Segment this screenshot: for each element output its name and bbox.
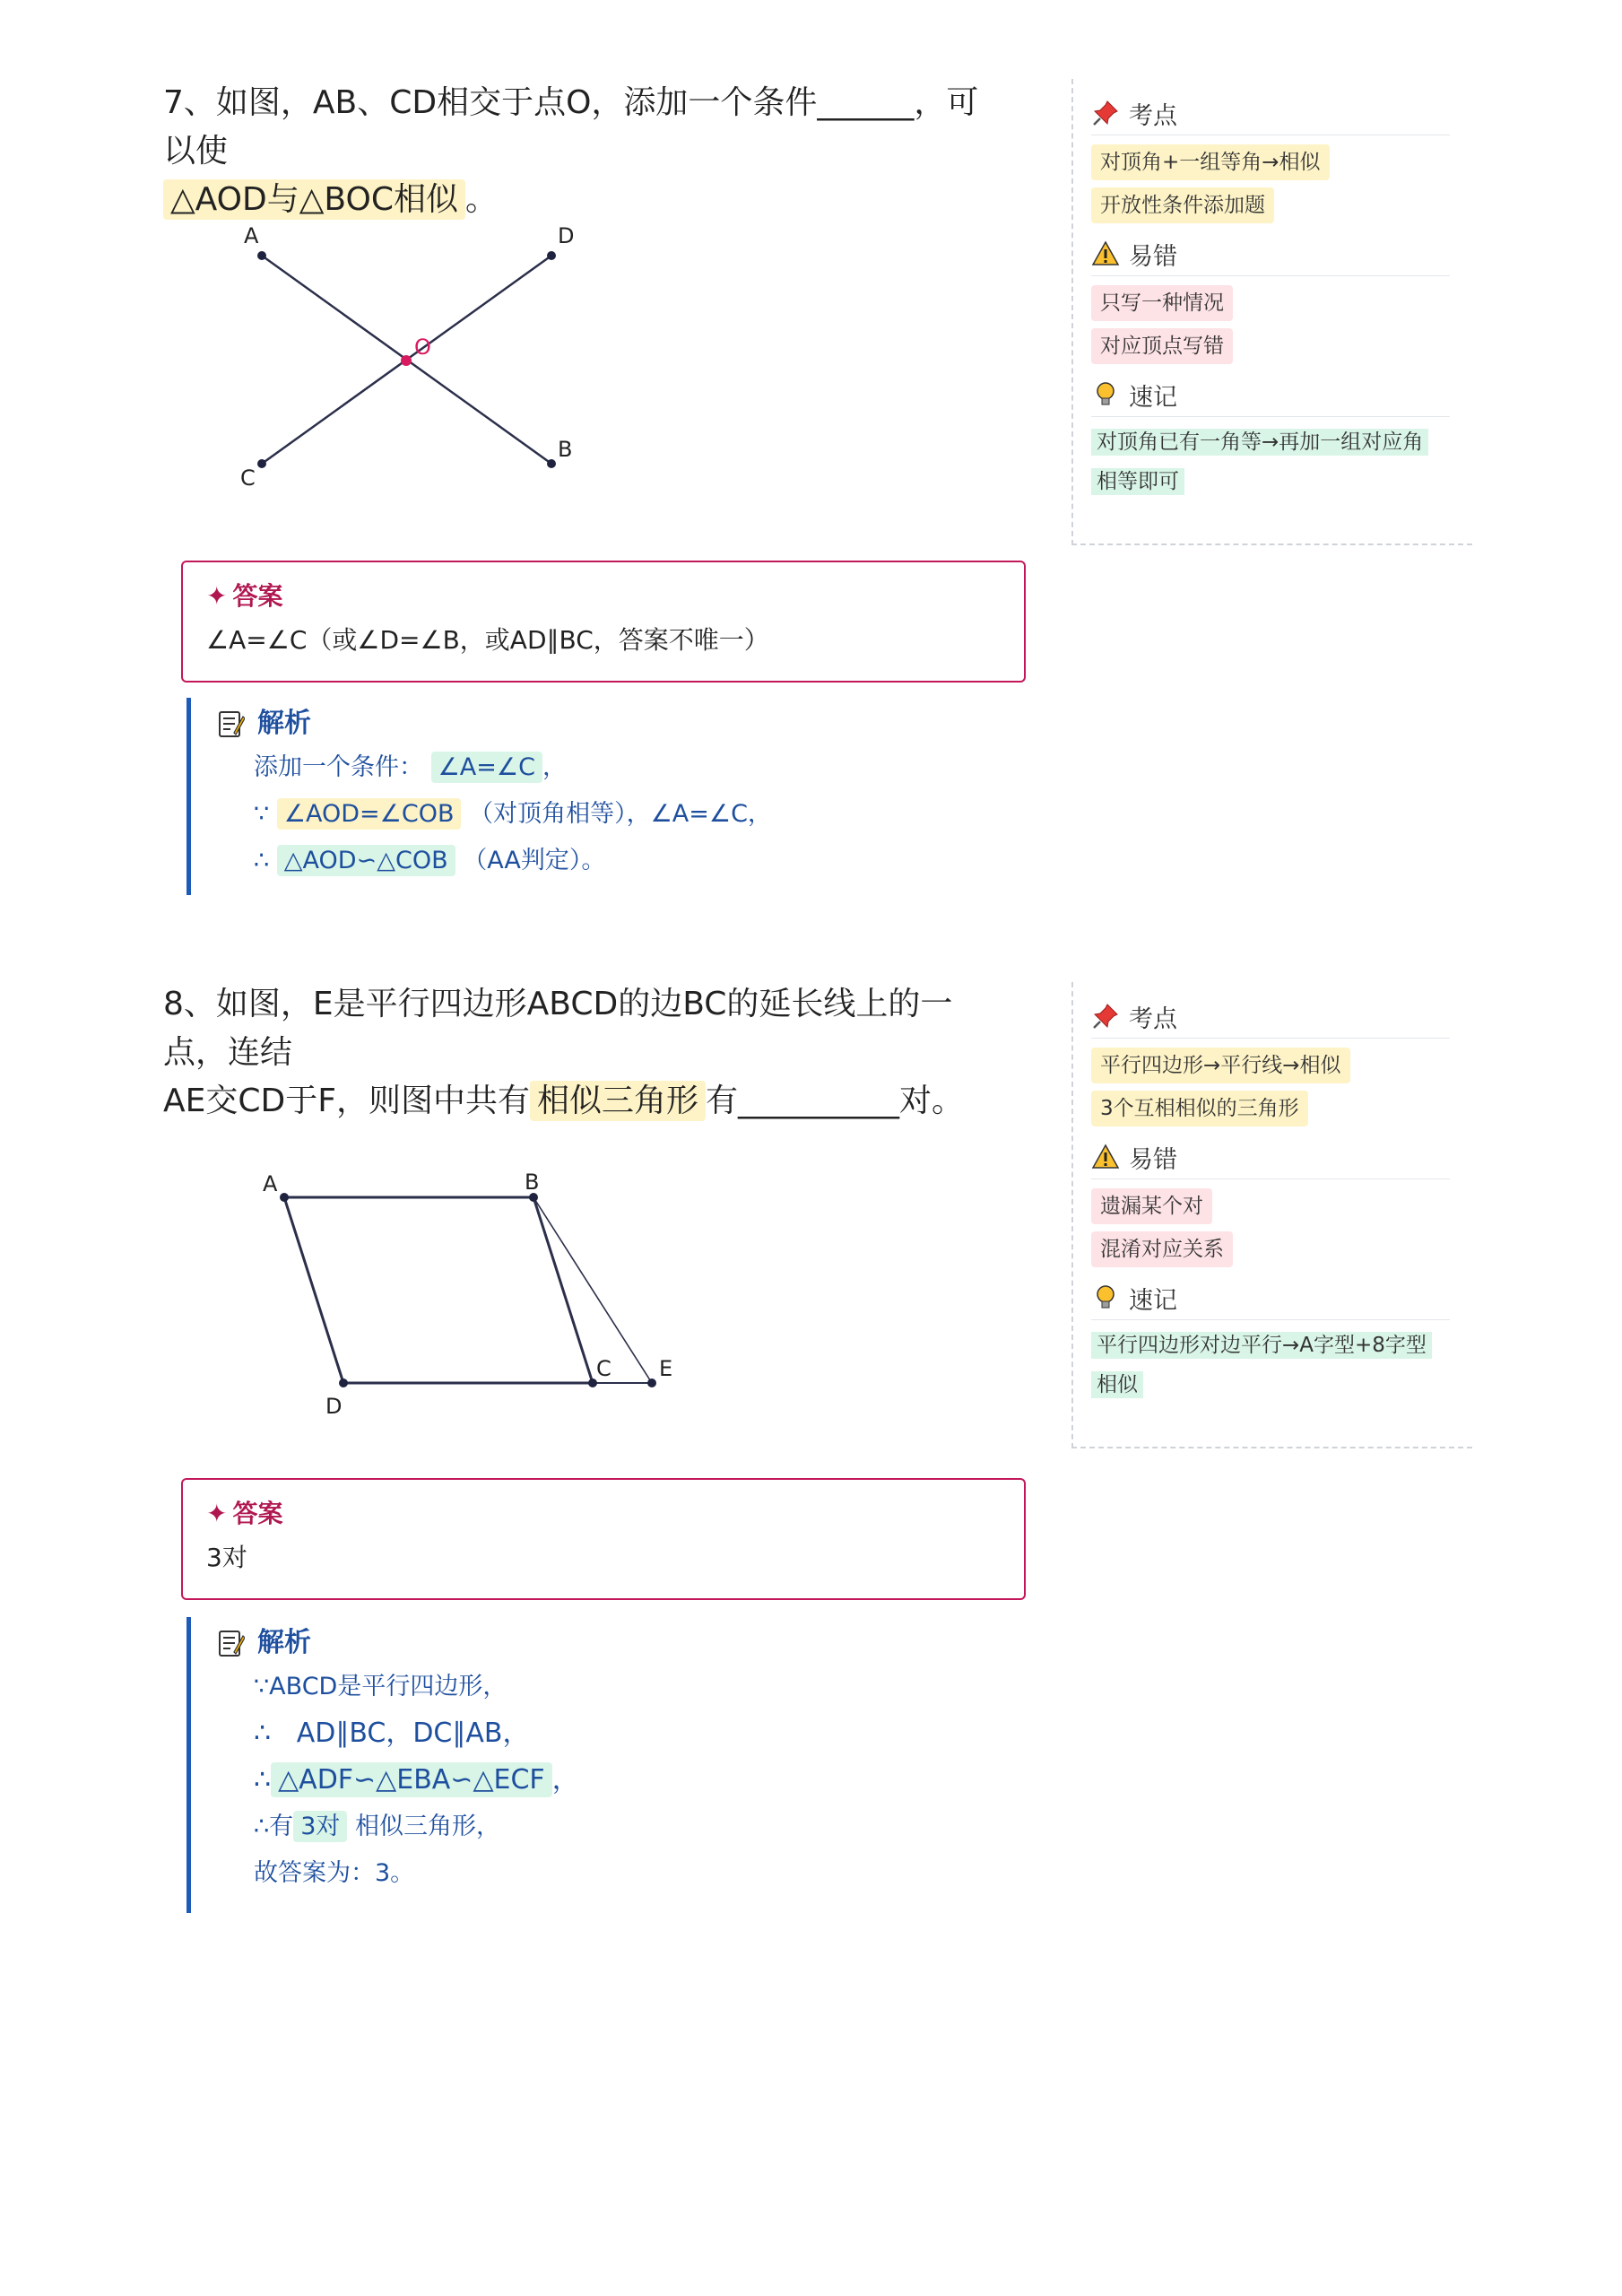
q7-point-b <box>547 459 556 468</box>
pushpin-icon <box>1091 99 1120 127</box>
q8-label-a: A <box>263 1171 278 1196</box>
sparkle-icon: ✦ <box>206 581 228 611</box>
sparkle-icon: ✦ <box>206 1499 228 1528</box>
q8-suji-text: 平行四边形对边平行→A字型+8字型 相似 <box>1091 1326 1450 1405</box>
q7-answer-text: ∠A=∠C（或∠D=∠B，或AD∥BC，答案不唯一） <box>206 625 769 655</box>
q8-analysis-line3: ∴ △ADF∽△EBA∽△ECF ， <box>254 1764 579 1796</box>
q8-kaodian-tag: 3个互相相似的三角形 <box>1091 1091 1308 1126</box>
q7-yicuo-head: 易错 <box>1091 232 1450 276</box>
q8-side-panel <box>1071 982 1472 1448</box>
q7-figure <box>215 211 628 507</box>
q7-kaodian-tag: 开放性条件添加题 <box>1091 187 1274 223</box>
q8-analysis-line1: ∵ABCD是平行四边形， <box>254 1673 507 1700</box>
q8-analysis-line5: 故答案为：3。 <box>254 1859 415 1887</box>
q7-point-c <box>257 459 266 468</box>
q7-label-d: D <box>558 223 575 248</box>
q8-label-d: D <box>325 1394 343 1419</box>
q7-yicuo-tags <box>1091 282 1472 368</box>
q7-point-a <box>257 251 266 260</box>
memo-icon <box>218 709 245 738</box>
q8-yicuo-tags <box>1091 1185 1472 1271</box>
q8-answer-title: ✦ 答案 <box>206 1499 283 1528</box>
q8-kaodian-head: 考点 <box>1091 995 1450 1039</box>
q7-kaodian-tags <box>1091 141 1472 227</box>
q7-analysis-title: 解析 <box>218 703 1011 744</box>
q8-kaodian-tags <box>1091 1044 1472 1130</box>
q8-analysis <box>186 1617 1011 1913</box>
q7-kaodian-tag: 对顶角+一组等角→相似 <box>1091 144 1330 180</box>
memo-icon <box>218 1629 245 1657</box>
pushpin-icon <box>1091 1002 1120 1031</box>
q8-yicuo-tag: 混淆对应关系 <box>1091 1231 1233 1267</box>
q7-analysis-line2: ∵ ∠AOD=∠COB （对顶角相等），∠A=∠C， <box>254 800 772 828</box>
q8-line2: AE交CD于F，则图中共有 相似三角形 有__________对。 <box>163 1083 964 1119</box>
q7-label-a: A <box>244 223 259 248</box>
lightbulb-icon <box>1091 1283 1120 1312</box>
q8-yicuo-head: 易错 <box>1091 1135 1450 1179</box>
q7-line2-end: 。 <box>464 181 498 218</box>
q7-side-panel <box>1071 79 1472 545</box>
q7-question <box>163 79 988 224</box>
q7-highlight: △AOD与△BOC相似 <box>163 179 465 220</box>
q7-suji-text: 对顶角已有一角等→再加一组对应角 相等即可 <box>1091 422 1450 501</box>
q8-answer-box <box>181 1478 1026 1600</box>
q8-point-a <box>280 1193 289 1202</box>
q8-point-d <box>339 1378 348 1387</box>
q8-answer-text: 3对 <box>206 1543 247 1572</box>
q7-label-b: B <box>558 437 573 462</box>
q7-answer-box <box>181 561 1026 683</box>
q8-figure <box>247 1157 695 1435</box>
q8-point-e <box>647 1378 656 1387</box>
lightbulb-icon <box>1091 380 1120 409</box>
q8-label-b: B <box>525 1170 540 1195</box>
q7-label-o: O <box>414 335 431 360</box>
q8-analysis-line2: ∴ AD∥BC，DC∥AB， <box>254 1718 530 1749</box>
q7-kaodian-head: 考点 <box>1091 91 1450 135</box>
q7-suji-head: 速记 <box>1091 373 1450 417</box>
q8-line1: 8、如图，E是平行四边形ABCD的边BC的延长线上的一点，连结 <box>163 986 953 1071</box>
warning-icon <box>1091 1143 1120 1171</box>
q8-question <box>163 980 988 1126</box>
q8-highlight: 相似三角形 <box>530 1081 706 1121</box>
q7-yicuo-tag: 对应顶点写错 <box>1091 328 1233 364</box>
warning-icon <box>1091 239 1120 268</box>
q7-yicuo-tag: 只写一种情况 <box>1091 285 1233 321</box>
q7-line1: 7、如图，AB、CD相交于点O，添加一个条件______，可以使 <box>163 84 979 170</box>
q8-yicuo-tag: 遗漏某个对 <box>1091 1188 1212 1224</box>
q7-point-d <box>547 251 556 260</box>
q8-label-e: E <box>659 1356 673 1381</box>
q8-suji-head: 速记 <box>1091 1276 1450 1320</box>
q8-label-c: C <box>596 1356 612 1381</box>
q7-analysis-line3: ∴ △AOD∽△COB （AA判定）。 <box>254 847 606 874</box>
q8-analysis-line4: ∴有 3对 相似三角形， <box>254 1813 500 1840</box>
q7-point-o <box>401 355 412 366</box>
q7-label-c: C <box>240 465 256 491</box>
q7-analysis-line1: 添加一个条件： ∠A=∠C ， <box>254 753 567 781</box>
q8-kaodian-tag: 平行四边形→平行线→相似 <box>1091 1048 1350 1083</box>
q7-analysis <box>186 698 1011 895</box>
q8-analysis-title: 解析 <box>218 1622 1011 1664</box>
q7-answer-title: ✦ 答案 <box>206 581 283 611</box>
